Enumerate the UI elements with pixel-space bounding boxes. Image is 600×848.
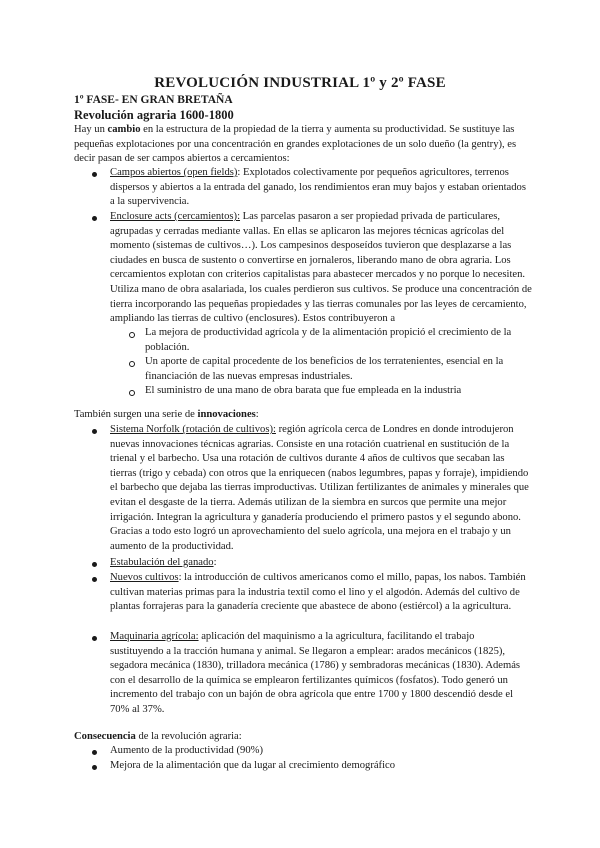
enclosure-sub-item: El suministro de una mano de obra barata que fue empleada en la industria <box>145 385 462 396</box>
consequence-item: Mejora de la alimentación que da lugar al crecimiento demográfico <box>110 760 396 771</box>
norfolk-text: región agrícola cerca de Londres en donde introdujeron nuevas innovaciones técnicas agrarias. Consiste en una rotación cuatrienal en sustitución de la trienal y el barbecho. Usa una rotación de cultivos durante 4 años de cultivos que secaban las tierras (trigo y cebada) con otros que la enriquecen (nabos legumbres, papas y forraje), impidiendo el barbecho que dejaba las tierras improductivas. Utilizan fertilizantes de animales y minerales que evitan el desgaste de la tierra. Además utilizan de la siembra en surcos que permite una mejor irrigación. Integran la agricultura y ganadería produciendo el primero pastos y el segundo abono. Gracias a todo esto logró un aprovechamiento del suelo agrícola, una mejora en el trabajo y un aumento de la productividad. <box>110 424 529 552</box>
consequences-bold-term: Consecuencia <box>74 731 136 742</box>
document-title: REVOLUCIÓN INDUSTRIAL 1º y 2º FASE <box>154 75 446 91</box>
term-estabulacion: Estabulación del ganado <box>110 557 214 568</box>
bullet-icon <box>92 577 97 582</box>
intro-text-start: Hay un <box>74 124 108 135</box>
bullet-icon <box>92 636 97 641</box>
list-item-enclosure-acts <box>110 210 535 327</box>
maquinaria-text: aplicación del maquinismo a la agricultura, facilitando el trabajo sustituyendo a la tracción humana y animal. Se llegaron a emplear: arados mecánicos (1825), segadora mecánica (1830), trilladora mecánica (1786) y sembradoras mecánicas (1830). Además con el desarrollo de la química se emplearon fertilizantes químicos (fosfatos). Todo generó un incremento del trabajo con un bajón de obra agrícola que entre 1700 y 1800 descendió desde el 70% al 37%. <box>110 631 521 715</box>
term-enclosure-acts: Enclosure acts (cercamientos): <box>110 211 241 222</box>
list-item-estabulacion <box>110 556 530 571</box>
bullet-icon <box>92 562 97 567</box>
section-heading: Revolución agraria 1600-1800 <box>74 108 234 122</box>
term-nuevos-cultivos: Nuevos cultivos <box>110 572 179 583</box>
sub-bullet-icon <box>129 390 135 396</box>
bullet-icon <box>92 750 97 755</box>
intro-text-end: en la estructura de la propiedad de la tierra y aumenta su productividad. Se sustituye las pequeñas explotaciones por una concentración en grandes explotaciones de un solo dueño (la gentry), es decir pasan de ser campos abiertos a cercamientos: <box>74 124 517 165</box>
list-item-maquinaria <box>110 630 530 718</box>
nuevos-cultivos-text: : la introducción de cultivos americanos como el millo, papas, los nabos. También cultivan materias primas para la industria textil como el lino y el algodón. Además del cultivo de plantas forrajeras para la ganadería creciente que abastece de abono (estiércol) a la agricultura. <box>110 572 526 613</box>
campos-abiertos-text: : Explotados colectivamente por pequeños agricultores, terrenos dispersos y abiertos a la entrada del ganado, los rendimientos eran muy bajos y estaban orientados a la supervivencia. <box>110 167 526 208</box>
bullet-icon <box>92 216 97 221</box>
bullet-icon <box>92 765 97 770</box>
term-maquinaria-agricola: Maquinaria agrícola: <box>110 631 199 642</box>
sub-bullet-icon <box>129 332 135 338</box>
sub-bullet-icon <box>129 361 135 367</box>
innovations-bold-term: innovaciones <box>197 409 256 420</box>
consequences-intro <box>74 730 530 745</box>
enclosure-sub-item: Un aporte de capital procedente de los beneficios de los terratenientes, esencial en la financiación de las nuevas empresas industriales. <box>145 356 504 382</box>
term-campos-abiertos: Campos abiertos (open fields) <box>110 167 238 178</box>
bullet-icon <box>92 429 97 434</box>
phase-heading: 1º FASE- EN GRAN BRETAÑA <box>74 94 233 106</box>
consequence-item: Aumento de la productividad (90%) <box>110 745 263 756</box>
term-sistema-norfolk: Sistema Norfolk (rotación de cultivos): <box>110 424 276 435</box>
enclosure-sub-item: La mejora de productividad agrícola y de la alimentación propició el crecimiento de la población. <box>145 327 512 353</box>
intro-bold-term: cambio <box>107 124 141 135</box>
innovations-text-start: También surgen una serie de <box>74 409 198 420</box>
list-item-nuevos-cultivos <box>110 571 530 615</box>
list-item-norfolk <box>110 423 530 554</box>
innovations-intro <box>74 408 530 423</box>
enclosure-acts-text: Las parcelas pasaron a ser propiedad privada de particulares, agrupadas y cerradas mediante vallas. En ellas se aplicaron las mejores técnicas agrícolas del momento (sistemas de cultivos…). Los campesinos desposeídos tuvieron que desplazarse a las ciudades en busca de sustento o convertirse en jornaleros, liberando mano de obra agraria. Los cercamientos explotan con criterios capitalistas para abastecer mercados y no porque lo necesiten. Utiliza mano de obra asalariada, los cuales perdieron sus cultivos. Se produce una concentración de tierra incorporando las pequeñas propiedades y las tierras comunales por las leyes de cercamiento, ampliando las tierras de cultivo (enclosures). Estos contribuyeron a <box>110 211 532 325</box>
list-item-campos-abiertos <box>110 166 530 210</box>
estabulacion-text: : <box>213 557 217 568</box>
innovations-text-end: : <box>255 409 259 420</box>
intro-paragraph <box>74 123 530 167</box>
bullet-icon <box>92 172 97 177</box>
consequences-text: de la revolución agraria: <box>135 731 242 742</box>
